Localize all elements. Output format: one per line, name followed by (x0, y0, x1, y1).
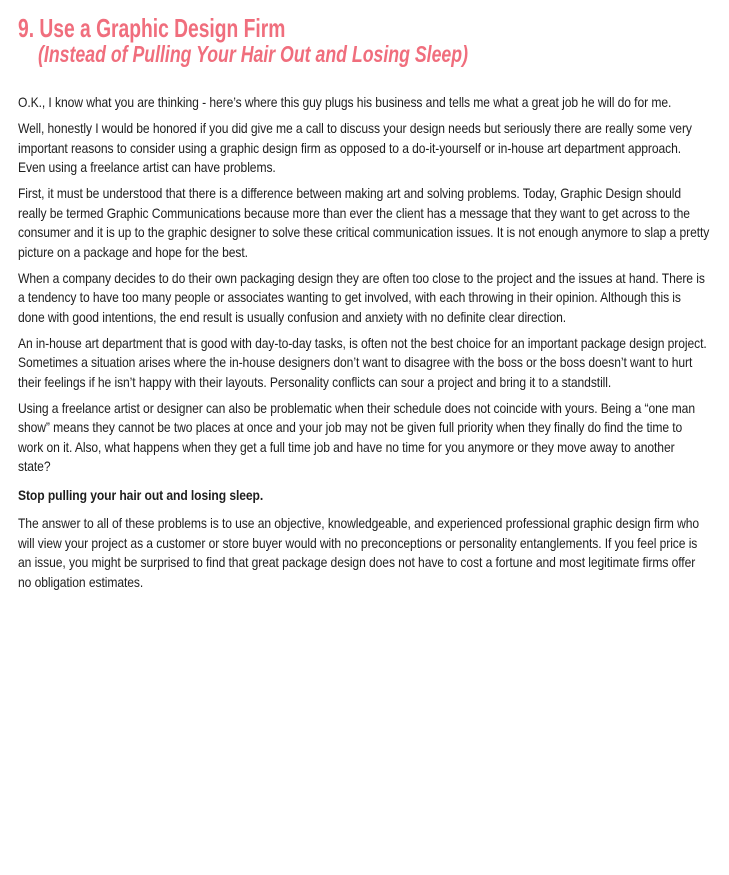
body-text (18, 93, 710, 592)
paragraph-inhouse-department: An in-house art department that is good with day-to-day tasks, is often not the best choice for an important package design project. Sometimes a situation arises where the in-house designers don’t want to disagree with the boss or the boss doesn’t want to hurt their feelings if he isn’t happy with their layouts. Personality conflicts can sour a project and bring it to a standstill. (18, 334, 707, 390)
section-heading-stop-pulling-hair: Stop pulling your hair out and losing sleep. (18, 486, 264, 503)
paragraph-answer: The answer to all of these problems is to use an objective, knowledgeable, and experienced professional graphic design firm who will view your project as a customer or store buyer would with no preconceptions or personality entanglements. If you feel price is an issue, you might be surprised to find that great package design does not have to cost a fortune and most legitimate firms offer no obligation estimates. (18, 515, 700, 590)
paragraph-intro: O.K., I know what you are thinking - here’s where this guy plugs his business and tells me what a great job he will do for me. (18, 94, 672, 110)
paragraph-freelance-artist: Using a freelance artist or designer can also be problematic when their schedule does not coincide with yours. Being a “one man show” means they cannot be two places at once and your job may not be given full priority when they finally do find the time to work on it. Also, what happens when they get a full time job and have no time for you anymore or they move away to another state? (18, 399, 695, 474)
chapter-subtitle: (Instead of Pulling Your Hair Out and Losing Sleep) (38, 41, 468, 67)
paragraph-art-vs-problems: First, it must be understood that there is a difference between making art and solving problems. Today, Graphic Design should really be termed Graphic Communications because more than ever the client has a message that they want to get across to the consumer and it is up to the graphic designer to solve these critical communication issues. It is not enough anymore to slap a pretty picture on a package and hope for the best. (18, 185, 710, 260)
chapter-title: 9. Use a Graphic Design Firm (18, 13, 286, 43)
paragraph-company-diy: When a company decides to do their own packaging design they are often too close to the project and the issues at hand. There is a tendency to have too many people or associates wanting to get involved, with each throwing in their opinion. Although this is done with good intentions, the end result is usually confusion and anxiety with no definite clear direction. (18, 269, 705, 325)
paragraph-honored: Well, honestly I would be honored if you did give me a call to discuss your design needs but seriously there are really some very important reasons to consider using a graphic design firm as opposed to a do-it-yourself or in-house art department approach. Even using a freelance artist can have problems. (18, 120, 692, 175)
